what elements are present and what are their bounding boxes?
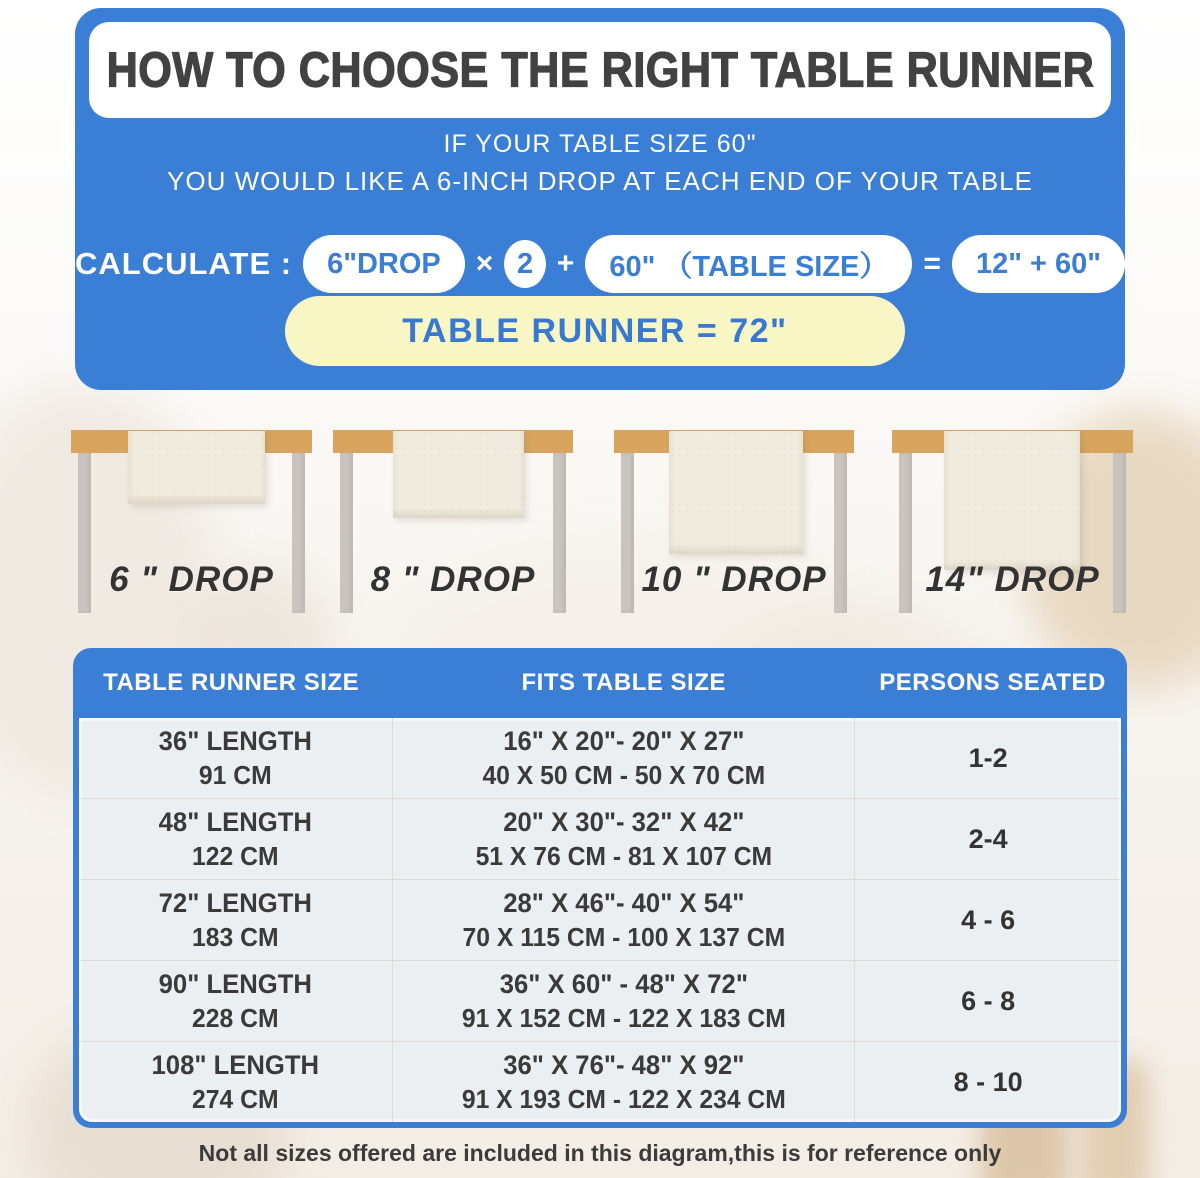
- table-illustration-10-drop: [614, 430, 854, 625]
- size-chart-panel: [73, 648, 1127, 1128]
- drop-label: 6 " DROP: [109, 560, 274, 599]
- drop-illustrations: [0, 430, 1200, 625]
- intro-line-2: YOU WOULD LIKE A 6-INCH DROP AT EACH END OF YOUR TABLE: [167, 166, 1033, 196]
- sum-pill: 12" + 60": [952, 235, 1125, 293]
- table-runner: [128, 431, 265, 504]
- table-runner: [669, 431, 803, 554]
- page-title: HOW TO CHOOSE THE RIGHT TABLE RUNNER: [106, 41, 1094, 98]
- table-row: [79, 718, 1121, 798]
- plus-operator: +: [556, 247, 575, 280]
- header-runner-size: TABLE RUNNER SIZE: [103, 669, 360, 696]
- table-row: [79, 1041, 1121, 1122]
- table-runner: [393, 431, 524, 518]
- fits-size-cell: 36" X 60" - 48" X 72" 91 X 152 CM - 122 X 183 CM: [461, 968, 786, 1033]
- multiplier-badge: 2: [504, 240, 546, 288]
- drop-label: 8 " DROP: [370, 560, 536, 599]
- table-illustration-8-drop: [333, 430, 573, 625]
- fits-size-cell: 36" X 76"- 48" X 92" 91 X 193 CM - 122 X 234 CM: [461, 1049, 786, 1114]
- multiply-operator: ×: [475, 247, 494, 280]
- intro-line-1: IF YOUR TABLE SIZE 60": [443, 130, 757, 158]
- size-chart-body: [79, 718, 1121, 1122]
- table-row: [79, 798, 1121, 879]
- runner-size-cell: 48" LENGTH 122 CM: [158, 806, 312, 871]
- table-illustration-14-drop: [892, 430, 1133, 625]
- title-banner: [89, 22, 1111, 118]
- fits-size-cell: 28" X 46"- 40" X 54" 70 X 115 CM - 100 X 137 CM: [462, 887, 785, 952]
- disclaimer-text: Not all sizes offered are included in this diagram,this is for reference only: [198, 1140, 1002, 1166]
- result-banner: TABLE RUNNER = 72": [285, 296, 905, 366]
- persons-cell: 6 - 8: [961, 985, 1016, 1016]
- runner-size-cell: 90" LENGTH 228 CM: [158, 968, 312, 1033]
- table-size-pill: 60" （TABLE SIZE）: [585, 235, 912, 293]
- runner-size-cell: 108" LENGTH 274 CM: [151, 1049, 320, 1114]
- instruction-panel: [75, 8, 1125, 390]
- table-runner: [944, 431, 1080, 570]
- header-fits-table-size: FITS TABLE SIZE: [521, 669, 726, 696]
- equals-operator: =: [923, 247, 941, 280]
- fits-size-cell: 16" X 20"- 20" X 27" 40 X 50 CM - 50 X 70 CM: [482, 725, 765, 790]
- persons-cell: 1-2: [968, 742, 1008, 773]
- persons-cell: 2-4: [968, 823, 1008, 854]
- runner-size-cell: 72" LENGTH 183 CM: [158, 887, 312, 952]
- persons-cell: 8 - 10: [953, 1066, 1023, 1097]
- size-chart-header: [73, 648, 1127, 718]
- fits-size-cell: 20" X 30"- 32" X 42" 51 X 76 CM - 81 X 107 CM: [475, 806, 772, 871]
- table-row: [79, 960, 1121, 1041]
- calculate-label: CALCULATE :: [75, 246, 293, 281]
- persons-cell: 4 - 6: [961, 904, 1016, 935]
- table-row: [79, 879, 1121, 960]
- drop-label: 10 " DROP: [641, 560, 827, 599]
- runner-size-cell: 36" LENGTH 91 CM: [158, 725, 312, 790]
- table-illustration-6-drop: [71, 430, 312, 625]
- drop-value-pill: 6"DROP: [303, 235, 465, 293]
- calculation-formula: [75, 234, 1125, 294]
- header-persons-seated: PERSONS SEATED: [879, 669, 1106, 696]
- drop-label: 14" DROP: [925, 560, 1100, 599]
